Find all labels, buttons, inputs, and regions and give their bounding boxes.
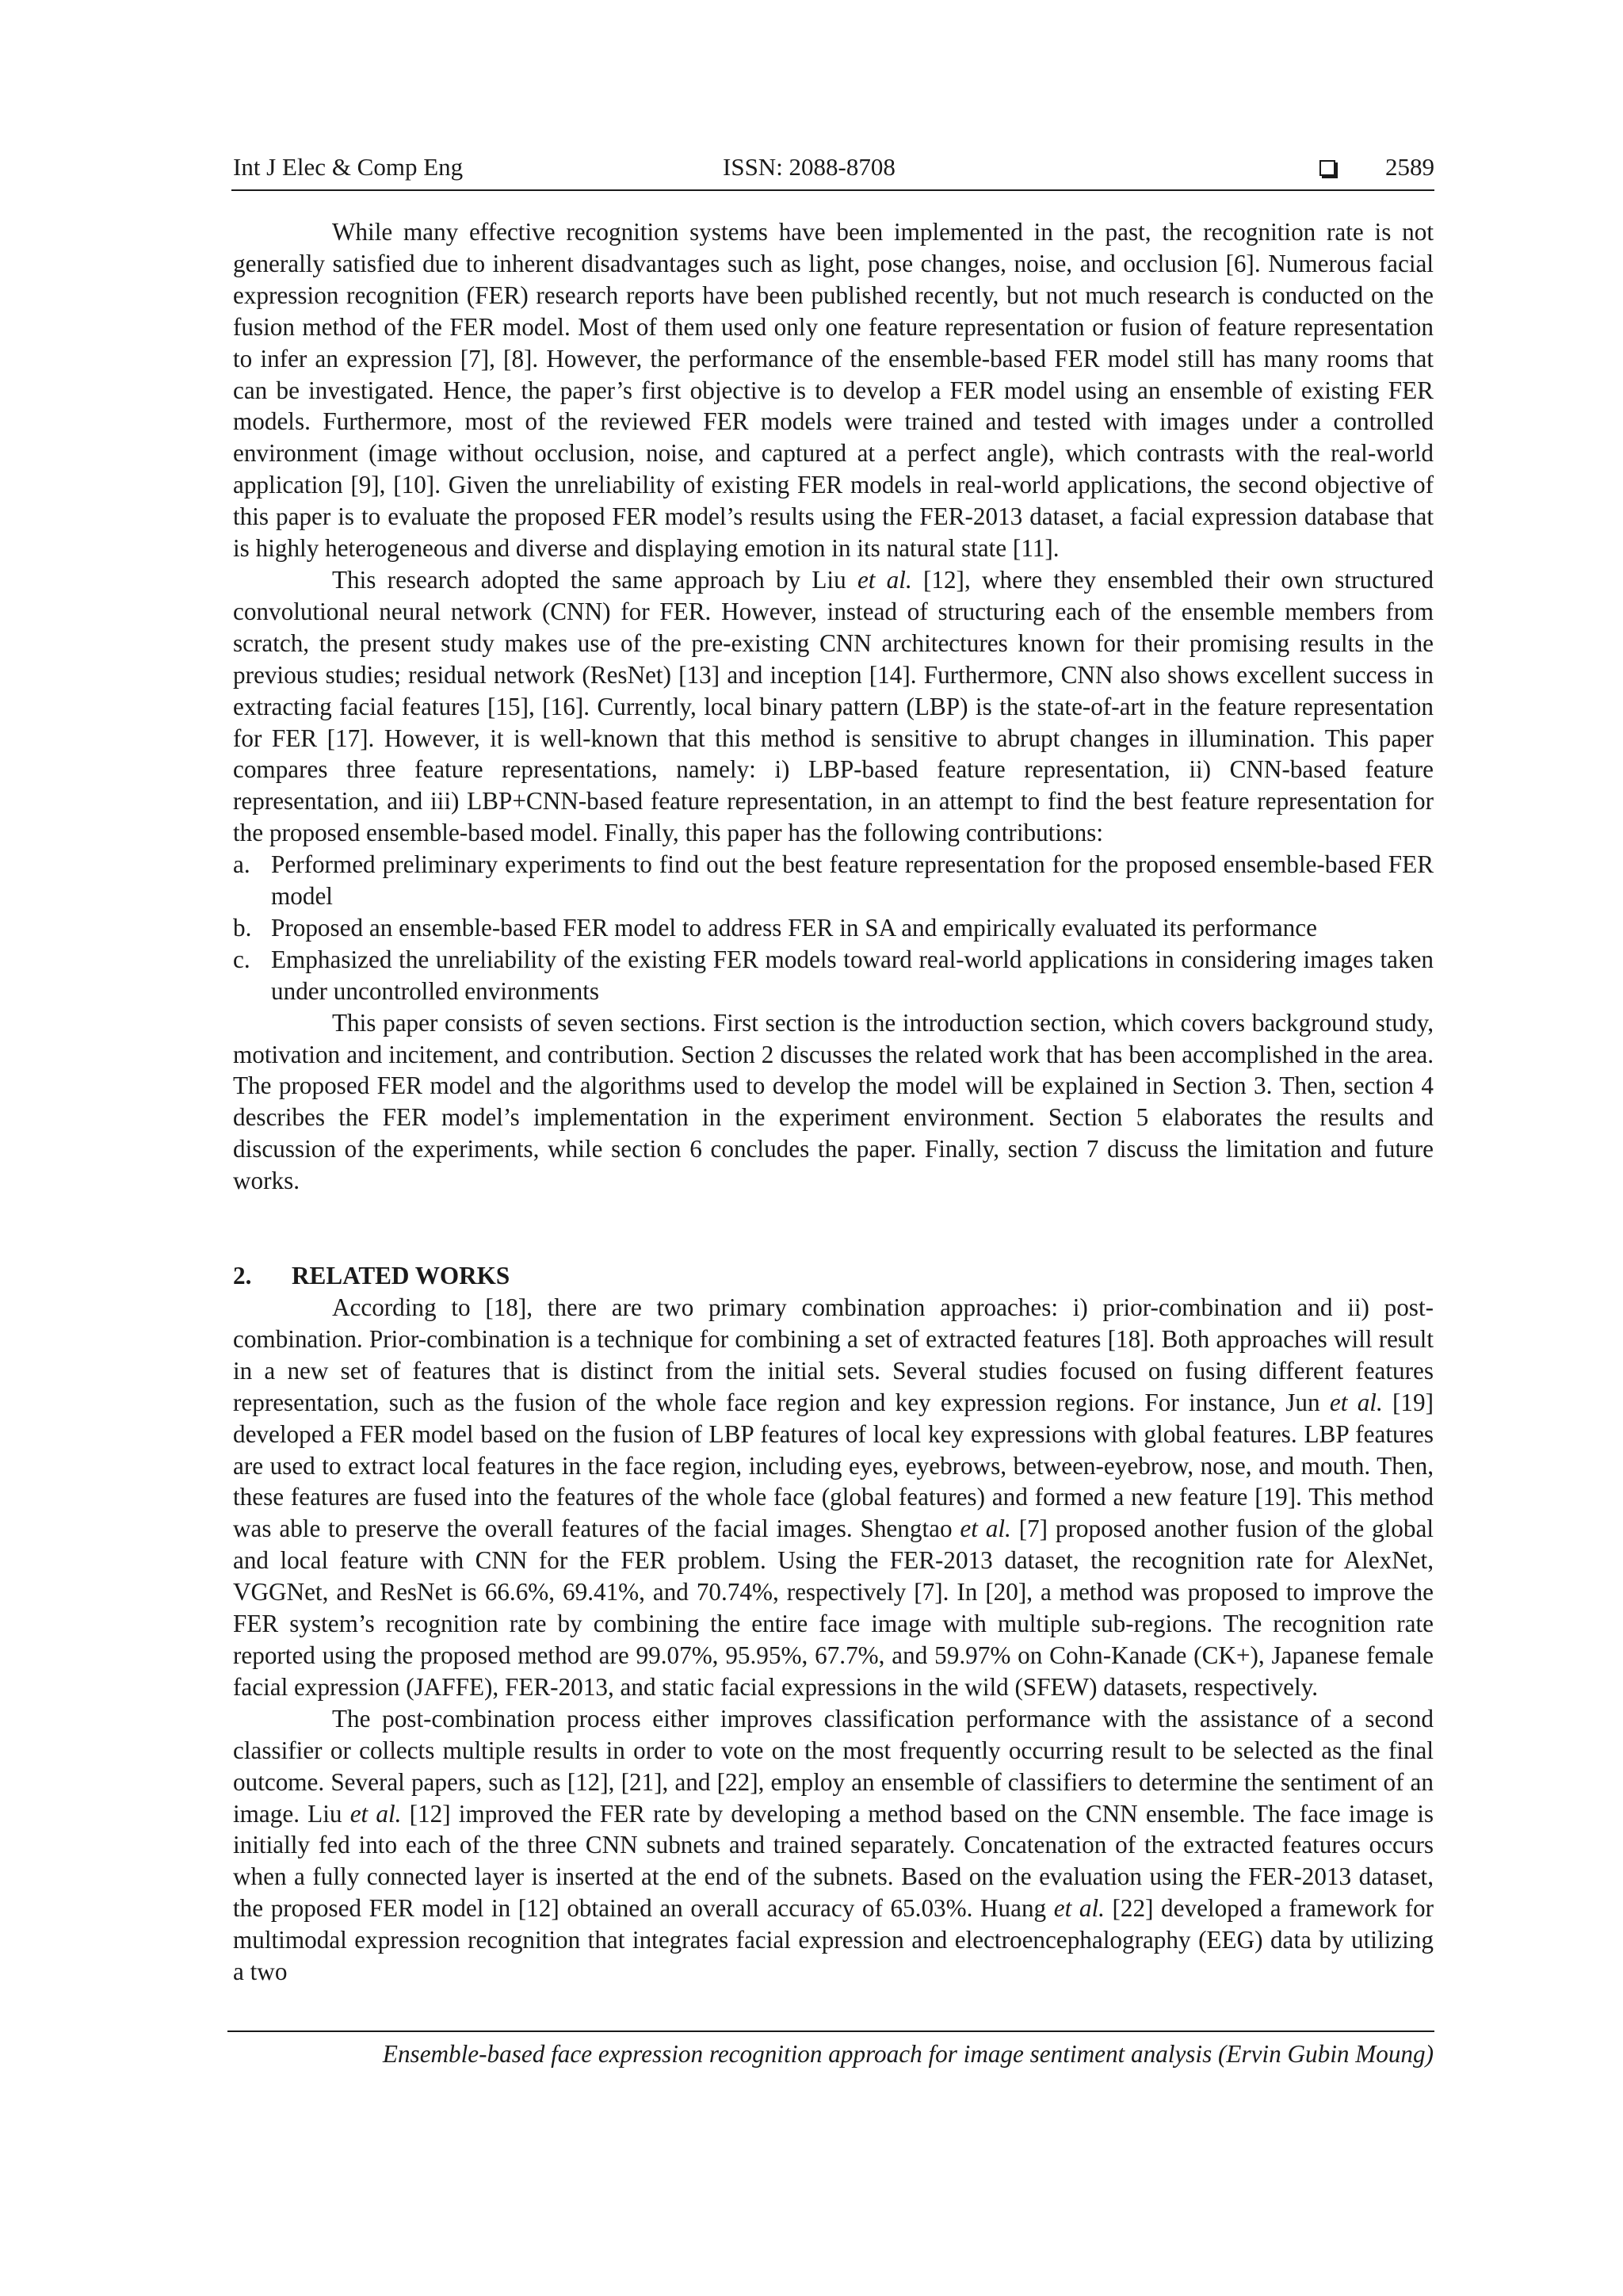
list-marker: c. <box>233 945 250 973</box>
paragraph-post-combination: The post-combination process either improves classification performance with the assistance of a second classifier or collects multiple results in order to vote on the most frequently occurring result to be selected as the final outcome. Several papers, such as [12], [21], and [22], employ an ensemble of classifiers to determine the sentiment of an image. Liu et al. [12] improved the FER rate by developing a method based on the CNN ensemble. The face image is initially fed into each of the three CNN subnets and trained separately. Concatenation of the extracted features occurs when a fully connected layer is inserted at the end of the subnets. Based on the evaluation using the FER-2013 dataset, the proposed FER model in [12] obtained an overall accuracy of 65.03%. Huang et al. [22] developed a framework for multimodal expression recognition that integrates facial expression and electroencephalography (EEG) data by utilizing a two <box>233 1704 1434 1986</box>
footer-rule <box>227 2030 1434 2032</box>
list-item <box>233 944 1434 1007</box>
page-header <box>233 153 1434 189</box>
header-rule <box>231 189 1434 191</box>
section-number: 2. <box>233 1262 252 1290</box>
journal-name: Int J Elec & Comp Eng <box>233 153 464 181</box>
page-footer: Ensemble-based face expression recognition approach for image sentiment analysis (Ervin Gubin Moung) <box>382 2040 1434 2068</box>
list-marker: a. <box>233 850 250 879</box>
issn: ISSN: 2088-8708 <box>723 153 896 181</box>
paragraph-intro-objectives: While many effective recognition systems have been implemented in the past, the recognition rate is not generally satisfied due to inherent disadvantages such as light, pose changes, noise, and occlusion [6]. Numerous facial expression recognition (FER) research reports have been published recently, but not much research is conducted on the fusion method of the FER model. Most of them used only one feature representation or fusion of feature representation to infer an expression [7], [8]. However, the performance of the ensemble-based FER model still has many rooms that can be investigated. Hence, the paper’s first objective is to develop a FER model using an ensemble of existing FER models. Furthermore, most of the reviewed FER models were trained and tested with images under a controlled environment (image without occlusion, noise, and captured at a perfect angle), which contrasts with the real-world application [9], [10]. Given the unreliability of existing FER models in real-world applications, the second objective of this paper is to evaluate the proposed FER model’s results using the FER-2013 dataset, a facial expression database that is highly heterogeneous and diverse and displaying emotion in its natural state [11]. <box>233 218 1434 563</box>
list-item-text: Performed preliminary experiments to find out the best feature representation for the proposed ensemble-based FER model <box>271 850 1434 911</box>
square-bullet-icon <box>1319 160 1335 176</box>
list-item <box>233 849 1434 912</box>
section-title: RELATED WORKS <box>292 1262 510 1290</box>
paragraph-outline: This paper consists of seven sections. First section is the introduction section, which covers background study, motivation and incitement, and contribution. Section 2 discusses the related work that has been accomplished in the area. The proposed FER model and the algorithms used to develop the model will be explained in Section 3. Then, section 4 describes the FER model’s implementation in the experiment environment. Section 5 elaborates the results and discussion of the experiments, while section 6 concludes the paper. Finally, section 7 discuss the limitation and future works. <box>233 1008 1434 1195</box>
list-item-text: Emphasized the unreliability of the existing FER models toward real-world applications in considering images taken under uncontrolled environments <box>271 945 1434 1005</box>
page-number: 2589 <box>1385 153 1434 181</box>
paragraph-prior-combination: According to [18], there are two primary combination approaches: i) prior-combination and ii) post-combination. Prior-combination is a technique for combining a set of extracted features [18]. Both approaches will result in a new set of features that is distinct from the initial sets. Several studies focused on fusing different features representation, such as the fusion of the whole face region and key expression regions. For instance, Jun et al. [19] developed a FER model based on the fusion of LBP features of local key expressions with global features. LBP features are used to extract local features in the face region, including eyes, eyebrows, between-eyebrow, nose, and mouth. Then, these features are fused into the features of the whole face (global features) and formed a new feature [19]. This method was able to preserve the overall features of the facial images. Shengtao et al. [7] proposed another fusion of the global and local feature with CNN for the FER problem. Using the FER-2013 dataset, the recognition rate for AlexNet, VGGNet, and ResNet is 66.6%, 69.41%, and 70.74%, respectively [7]. In [20], a method was proposed to improve the FER system’s recognition rate by combining the entire face image with multiple sub-regions. The recognition rate reported using the proposed method are 99.07%, 95.95%, 67.7%, and 59.97% on Cohn-Kanade (CK+), Japanese female facial expression (JAFFE), FER-2013, and static facial expressions in the wild (SFEW) datasets, respectively. <box>233 1293 1434 1701</box>
paragraph-approach: This research adopted the same approach by Liu et al. [12], where they ensembled their own structured convolutional neural network (CNN) for FER. However, instead of structuring each of the ensemble members from scratch, the present study makes use of the pre-existing CNN architectures known for their promising results in the previous studies; residual network (ResNet) [13] and inception [14]. Furthermore, CNN also shows excellent success in extracting facial features [15], [16]. Currently, local binary pattern (LBP) is the state-of-art in the feature representation for FER [17]. However, it is well-known that this method is sensitive to abrupt changes in illumination. This paper compares three feature representations, namely: i) LBP-based feature representation, ii) CNN-based feature representation, and iii) LBP+CNN-based feature representation, in an attempt to find the best feature representation for the proposed ensemble-based model. Finally, this paper has the following contributions: <box>233 565 1434 847</box>
section-heading-related-works <box>233 1260 1434 1292</box>
list-item <box>233 912 1434 944</box>
list-item-text: Proposed an ensemble-based FER model to address FER in SA and empirically evaluated its performance <box>271 913 1317 942</box>
contributions-list <box>233 849 1434 1007</box>
list-marker: b. <box>233 913 252 942</box>
body-text <box>233 216 1434 1988</box>
